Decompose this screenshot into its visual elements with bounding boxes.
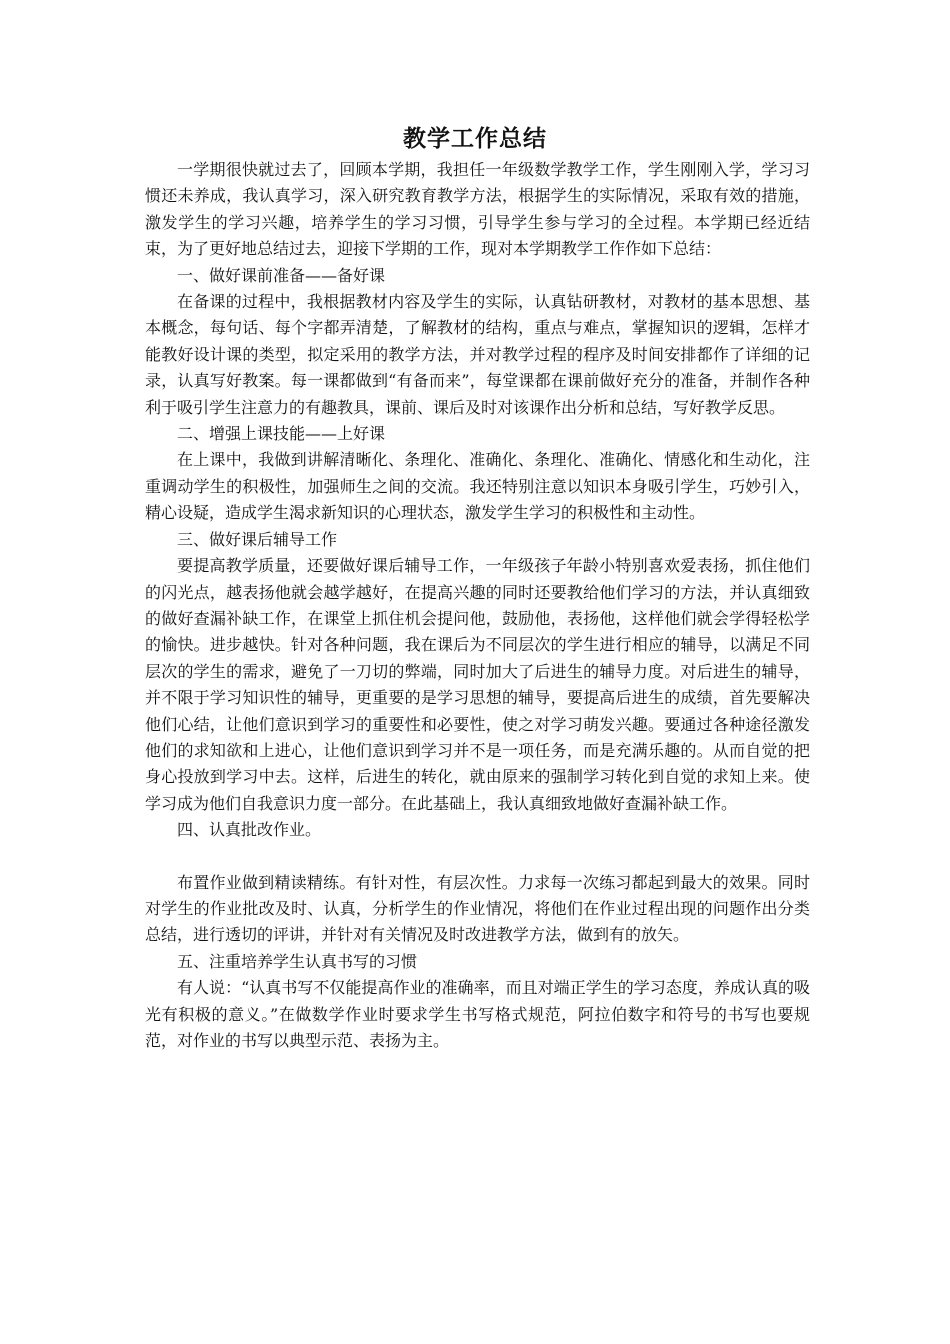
document-body <box>145 157 810 1054</box>
section-body-4: 布置作业做到精读精练。有针对性，有层次性。力求每一次练习都起到最大的效果。同时对学生的作业批改及时、认真，分析学生的作业情况，将他们在作业过程出现的问题作出分类总结，进行透切的评讲，并针对有关情况及时改进教学方法，做到有的放矢。 <box>145 872 810 945</box>
section-heading-1: 一、做好课前准备——备好课 <box>177 265 386 285</box>
blank-line <box>145 844 810 870</box>
intro-paragraph: 一学期很快就过去了，回顾本学期，我担任一年级数学教学工作，学生刚刚入学，学习习惯还未养成，我认真学习，深入研究教育教学方法，根据学生的实际情况，采取有效的措施，激发学生的学习兴趣，培养学生的学习习惯，引导学生参与学习的全过程。本学期已经近结束，为了更好地总结过去，迎接下学期的工作，现对本学期教学工作作如下总结： <box>145 160 810 259</box>
section-heading-2: 二、增强上课技能——上好课 <box>177 424 386 444</box>
section-body-3: 要提高教学质量，还要做好课后辅导工作，一年级孩子年龄小特别喜欢爱表扬，抓住他们的闪光点，越表扬他就会越学越好，在提高兴趣的同时还要教给他们学习的方法，并认真细致的做好查漏补缺工作，在课堂上抓住机会提问他，鼓励他，表扬他，这样他们就会学得轻松学的愉快。进步越快。针对各种问题，我在课后为不同层次的学生进行相应的辅导，以满足不同层次的学生的需求，避免了一刀切的弊端，同时加大了后进生的辅导力度。对后进生的辅导，并不限于学习知识性的辅导，更重要的是学习思想的辅导，要提高后进生的成绩，首先要解决他们心结，让他们意识到学习的重要性和必要性，使之对学习萌发兴趣。要通过各种途径激发他们的求知欲和上进心，让他们意识到学习并不是一项任务，而是充满乐趣的。从而自觉的把身心投放到学习中去。这样，后进生的转化，就由原来的强制学习转化到自觉的求知上来。使学习成为他们自我意识力度一部分。在此基础上，我认真细致地做好查漏补缺工作。 <box>145 556 810 813</box>
document-title: 教学工作总结 <box>403 125 547 152</box>
section-body-2: 在上课中，我做到讲解清晰化、条理化、准确化、条理化、准确化、情感化和生动化，注重调动学生的积极性，加强师生之间的交流。我还特别注意以知识本身吸引学生，巧妙引入，精心设疑，造成学生渴求新知识的心理状态，激发学生学习的积极性和主动性。 <box>145 450 810 523</box>
section-heading-5: 五、注重培养学生认真书写的习惯 <box>177 951 418 971</box>
section-body-5: 有人说：“认真书写不仅能提高作业的准确率，而且对端正学生的学习态度，养成认真的吸光有积极的意义。”在做数学作业时要求学生书写格式规范，阿拉伯数字和符号的书写也要规范，对作业的书写以典型示范、表扬为主。 <box>145 978 810 1050</box>
section-body-1: 在备课的过程中，我根据教材内容及学生的实际，认真钻研教材，对教材的基本思想、基本概念，每句话、每个字都弄清楚，了解教材的结构，重点与难点，掌握知识的逻辑，怎样才能教好设计课的类型，拟定采用的教学方法，并对教学过程的程序及时间安排都作了详细的记录，认真写好教案。每一课都做到“有备而来”，每堂课都在课前做好充分的准备，并制作各种利于吸引学生注意力的有趣教具，课前、课后及时对该课作出分析和总结，写好教学反思。 <box>145 292 810 417</box>
section-heading-3: 三、做好课后辅导工作 <box>177 529 338 549</box>
section-heading-4: 四、认真批改作业。 <box>177 820 322 840</box>
